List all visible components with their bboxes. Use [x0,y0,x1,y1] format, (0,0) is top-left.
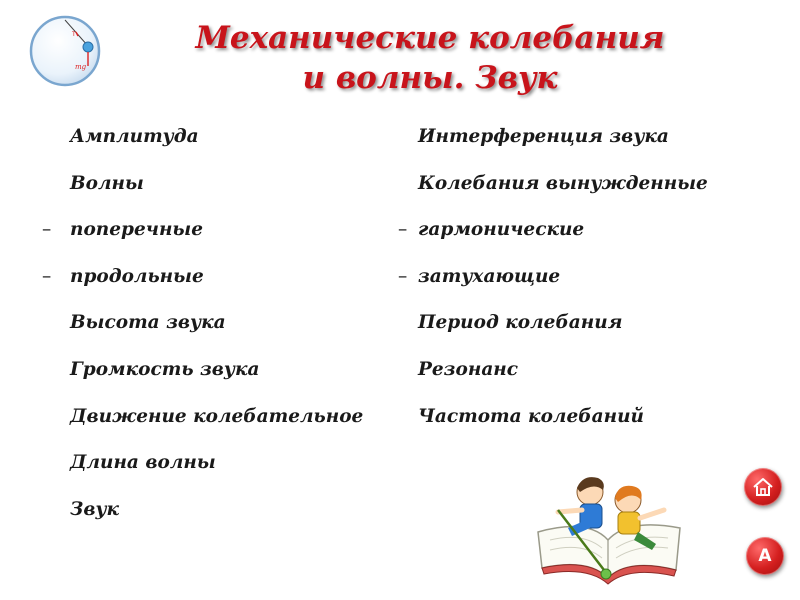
term-label: затухающие [418,265,561,287]
term-label: продольные [70,265,204,287]
term-label: Движение колебательное [70,405,364,427]
term-link[interactable] [398,169,708,216]
term-link[interactable] [398,402,708,449]
term-link[interactable] [398,122,708,169]
term-label: Длина волны [70,452,216,474]
home-icon [751,475,775,499]
page-title [120,18,740,98]
term-link[interactable] [398,355,708,402]
term-link[interactable] [42,495,363,542]
term-label: Амплитуда [70,126,199,147]
term-label: поперечные [70,219,204,241]
dash-marker: – [42,265,52,287]
term-link[interactable] [42,308,363,355]
term-label: Волны [70,172,144,194]
term-label: Высота звука [70,312,226,334]
term-link[interactable] [42,448,363,495]
terms-list-right [398,122,708,448]
term-label: Интерференция звука [418,126,669,147]
dash-marker: – [42,219,52,241]
dash-marker: – [398,265,408,287]
a-button-label: A [758,546,772,566]
term-link[interactable] [398,262,708,309]
term-label: Частота колебаний [418,405,644,427]
term-link[interactable] [42,355,363,402]
a-button[interactable] [746,537,784,575]
term-link[interactable] [42,402,363,449]
term-label: Резонанс [418,358,519,380]
term-link[interactable] [42,215,363,262]
term-label: Период колебания [418,312,623,334]
term-label: Громкость звука [70,358,260,380]
children-book-illustration [528,470,688,588]
term-link[interactable] [398,215,708,262]
svg-text:T: T [72,31,76,38]
title-line-1: Механические колебания [195,20,665,56]
pendulum-logo [28,14,102,88]
term-label: Колебания вынужденные [418,172,708,194]
term-label: гармонические [418,219,585,241]
term-label: Звук [70,498,120,520]
title-line-2: и волны. Звук [302,60,558,96]
logo-label: mg [75,63,87,71]
dash-marker: – [398,219,408,241]
terms-list-left [42,122,363,541]
term-link[interactable] [42,122,363,169]
home-button[interactable] [744,468,782,506]
term-link[interactable] [42,169,363,216]
term-link[interactable] [42,262,363,309]
term-link[interactable] [398,308,708,355]
